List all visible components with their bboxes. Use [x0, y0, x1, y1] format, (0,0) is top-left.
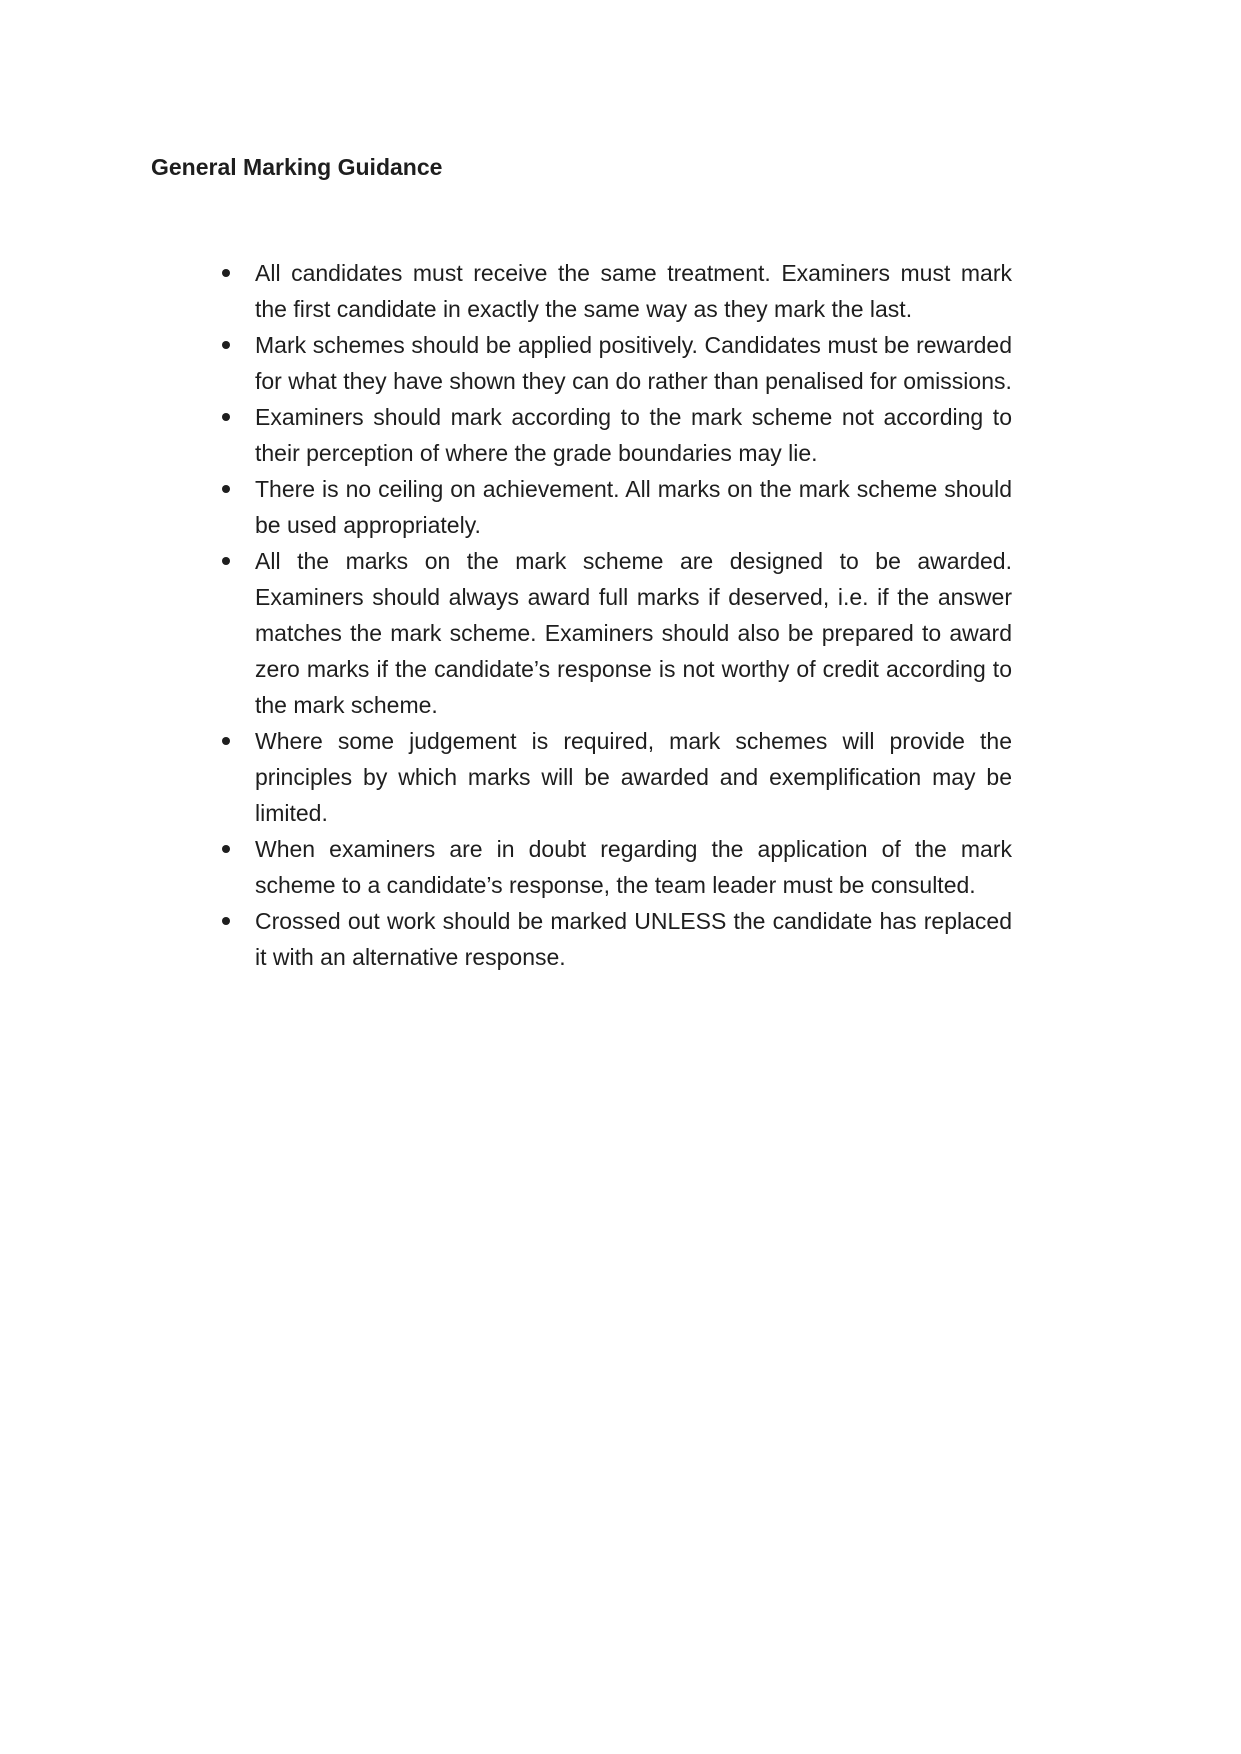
list-item-text: All the marks on the mark scheme are designed to be awarded. Examiners should always award full marks if deserved, i.e. if the answer matches the mark scheme. Examiners should also be prepared to award zero marks if the candidate’s response is not worthy of credit according to the mark scheme. — [255, 548, 1012, 718]
list-item — [255, 255, 1012, 327]
list-item-text: Where some judgement is required, mark schemes will provide the principles by which marks will be awarded and exemplification may be limited. — [255, 728, 1012, 826]
list-item-text: Examiners should mark according to the mark scheme not according to their perception of where the grade boundaries may lie. — [255, 404, 1012, 466]
list-item — [255, 471, 1012, 543]
list-item — [255, 399, 1012, 471]
bullet-icon — [222, 737, 230, 745]
bullet-icon — [222, 917, 230, 925]
list-item-text: Mark schemes should be applied positively. Candidates must be rewarded for what they have shown they can do rather than penalised for omissions. — [255, 332, 1012, 394]
list-item — [255, 543, 1012, 723]
bullet-icon — [222, 341, 230, 349]
list-item — [255, 327, 1012, 399]
page-heading: General Marking Guidance — [151, 154, 443, 180]
bullet-icon — [222, 485, 230, 493]
bullet-icon — [222, 413, 230, 421]
list-item-text: There is no ceiling on achievement. All marks on the mark scheme should be used appropriately. — [255, 476, 1012, 538]
bullet-icon — [222, 557, 230, 565]
list-item — [255, 903, 1012, 975]
list-item — [255, 723, 1012, 831]
list-item — [255, 831, 1012, 903]
bullet-icon — [222, 269, 230, 277]
bullet-icon — [222, 845, 230, 853]
list-item-text: When examiners are in doubt regarding the application of the mark scheme to a candidate’s response, the team leader must be consulted. — [255, 836, 1012, 898]
guidance-list — [255, 255, 1012, 975]
list-item-text: All candidates must receive the same treatment. Examiners must mark the first candidate in exactly the same way as they mark the last. — [255, 260, 1012, 322]
list-item-text: Crossed out work should be marked UNLESS the candidate has replaced it with an alternative response. — [255, 908, 1012, 970]
